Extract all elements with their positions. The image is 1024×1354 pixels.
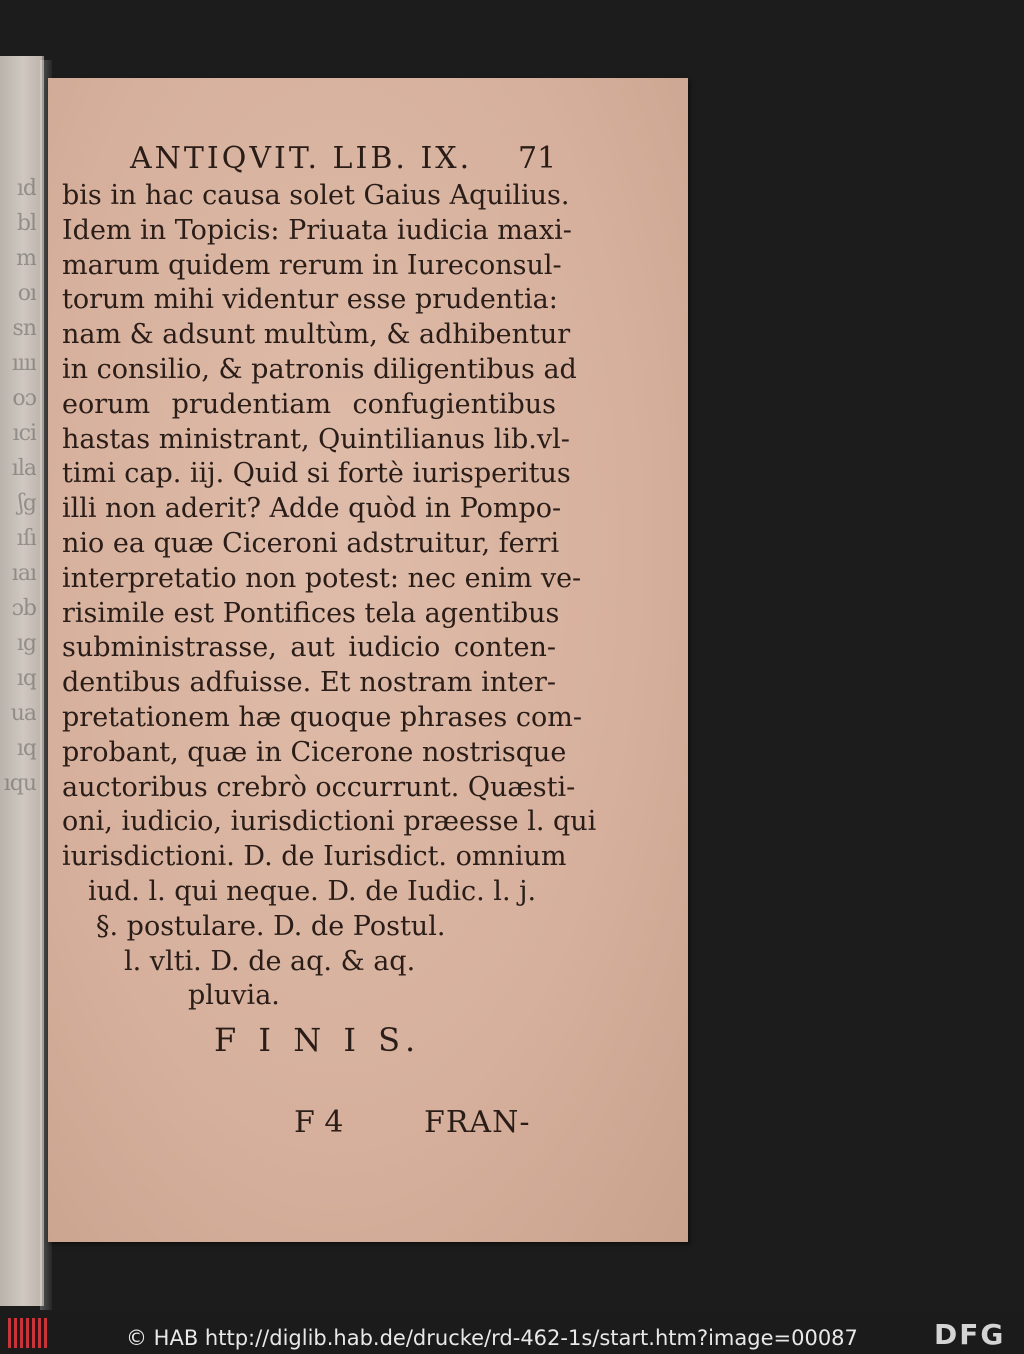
prev-page-fragment: ıci [12, 421, 36, 446]
prev-page-fragment: ıqu [3, 771, 36, 796]
body-line: eorum prudentiam confugientibus [62, 388, 556, 420]
prev-page-fragment: ıq [16, 666, 36, 691]
page-number: 71 [518, 141, 557, 176]
book-page [48, 78, 688, 1242]
body-line: auctoribus crebrò occurrunt. Quæsti- [62, 771, 576, 803]
prev-page-fragment: ʃg [17, 491, 36, 516]
prev-page-fragment: ıııı [11, 351, 36, 376]
body-line: nio ea quæ Ciceroni adstruitur, ferri [62, 528, 560, 559]
body-line: risimile est Pontifices tela agentibus [62, 597, 560, 629]
previous-page-edge [0, 56, 44, 1306]
signature-mark: F 4 [294, 1105, 344, 1140]
body-line: probant, quæ in Cicerone nostrisque [62, 736, 567, 768]
running-head: ANTIQVIT. LIB. IX. [130, 141, 473, 176]
prev-page-fragment: ıla [11, 456, 36, 481]
body-line: timi cap. iij. Quid si fortè iurisperitus [62, 458, 571, 490]
prev-page-fragment: ıaı [11, 561, 36, 586]
body-line: oni, iudicio, iurisdictioni præesse l. qui [62, 806, 597, 838]
prev-page-fragment: ıg [16, 631, 36, 656]
prev-page-fragment: ıq [16, 736, 36, 761]
prev-page-fragment: ua [10, 701, 36, 726]
body-line: pluvia. [188, 980, 280, 1012]
prev-page-fragment: sn [12, 316, 36, 341]
body-line: bis in hac causa solet Gaius Aquilius. [62, 180, 570, 211]
body-line: interpretatio non potest: nec enim ve- [62, 562, 582, 594]
prev-page-fragment: oı [17, 281, 36, 306]
body-line: Idem in Topicis: Priuata iudicia maxi- [62, 214, 572, 246]
body-line: in consilio, & patronis diligentibus ad [62, 354, 577, 385]
prev-page-fragment: bl [16, 211, 36, 236]
body-line: l. vlti. D. de aq. & aq. [124, 945, 416, 977]
dfg-logo: DFG [934, 1318, 1006, 1351]
body-line: hastas ministrant, Quintilianus lib.vl- [62, 423, 570, 455]
body-line: pretationem hæ quoque phrases com- [62, 702, 582, 733]
copyright-link[interactable]: © HAB http://diglib.hab.de/drucke/rd-462-1s/start.htm?image=00087 [126, 1326, 858, 1350]
body-line: torum mihi videntur esse prudentia: [62, 284, 558, 316]
prev-page-fragment: ıd [16, 176, 36, 201]
prev-page-fragment: ɔb [11, 596, 36, 621]
catchword: FRAN- [424, 1105, 531, 1140]
body-line: §. postulare. D. de Postul. [96, 910, 446, 942]
finis: F I N I S. [214, 1021, 422, 1059]
body-line: iud. l. qui neque. D. de Iudic. l. j. [88, 876, 537, 907]
body-line: marum quidem rerum in Iureconsul- [62, 249, 562, 281]
body-line: subministrasse, aut iudicio conten- [62, 632, 556, 664]
prev-page-fragment: ıſı [16, 526, 36, 551]
hab-logo-icon [8, 1318, 48, 1348]
body-line: nam & adsunt multùm, & adhibentur [62, 319, 571, 351]
prev-page-fragment: m [16, 246, 36, 271]
body-line: dentibus adfuisse. Et nostram inter- [62, 667, 556, 699]
body-line: illi non aderit? Adde quòd in Pompo- [62, 493, 562, 525]
body-line: iurisdictioni. D. de Iurisdict. omnium [62, 841, 567, 873]
prev-page-fragment: oɔ [12, 386, 36, 411]
